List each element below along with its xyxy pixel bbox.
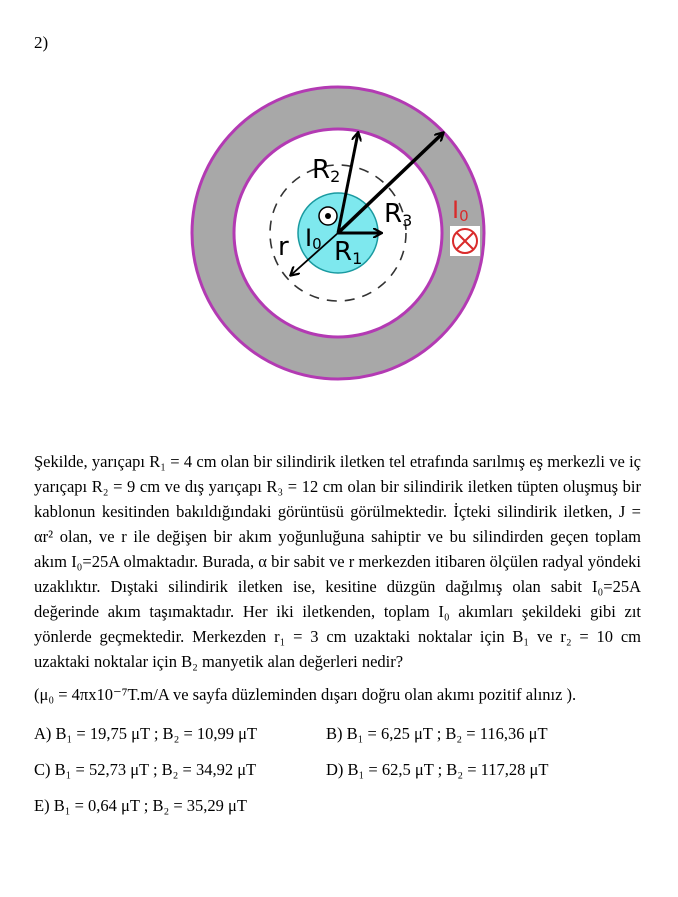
given-constants: (μ₀ = 4πx10⁻⁷T.m/A ve sayfa düzleminden dışarı doğru olan akımı pozitif alınız ). <box>34 685 577 704</box>
coaxial-cable-figure <box>170 70 510 400</box>
inner-current-label: I0 <box>305 224 322 253</box>
option-a[interactable]: A) B₁ = 19,75 μT ; B₂ = 10,99 μT <box>34 723 258 743</box>
question-number: 2) <box>34 33 49 52</box>
r1-label: R1 <box>334 237 363 268</box>
option-d[interactable]: D) B₁ = 62,5 μT ; B₂ = 117,28 μT <box>326 759 549 779</box>
answer-options <box>34 715 641 823</box>
outer-current-label: I0 <box>452 196 469 225</box>
r-label: r <box>278 232 289 262</box>
r3-label: R3 <box>384 199 413 230</box>
problem-text <box>34 449 641 823</box>
problem-statement: Şekilde, yarıçapı R₁ = 4 cm olan bir silindirik iletken tel etrafında sarılmış eş merkezli ve iç yarıçapı R₂ = 9 cm ve dış yarıçapı R₃ = 12 cm olan bir silindirik iletken tüpten oluşmuş bir kablonun kesitinden bakıldığındaki görüntüsü görülmektedir. İçteki silindirik iletken, J = αr² olan, ve r ile değişen bir akım yoğunluğuna sahiptir ve bu silindirden geçen toplam akım I₀=25A olmaktadır. Burada, α bir sabit ve r merkezden itibaren ölçülen radyal yöndeki uzaklıktır. Dıştaki silindirik iletken ise, kesitine düzgün dağılmış olan sabit I₀=25A değerinde akım taşımaktadır. Her iki iletkenden, toplam I₀ akımları şekildeki gibi zıt yönlerde geçmektedir. Merkezden r₁ = 3 cm uzaktaki noktalar için B₁ ve r₂ = 10 cm uzaktaki noktalar için B₂ manyetik alan değerleri nedir? <box>34 452 641 671</box>
option-b[interactable]: B) B₁ = 6,25 μT ; B₂ = 116,36 μT <box>326 723 548 743</box>
option-c[interactable]: C) B₁ = 52,73 μT ; B₂ = 34,92 μT <box>34 759 257 779</box>
current-into-page-icon <box>453 229 477 253</box>
r2-label: R2 <box>312 155 341 186</box>
option-e[interactable]: E) B₁ = 0,64 μT ; B₂ = 35,29 μT <box>34 795 247 815</box>
